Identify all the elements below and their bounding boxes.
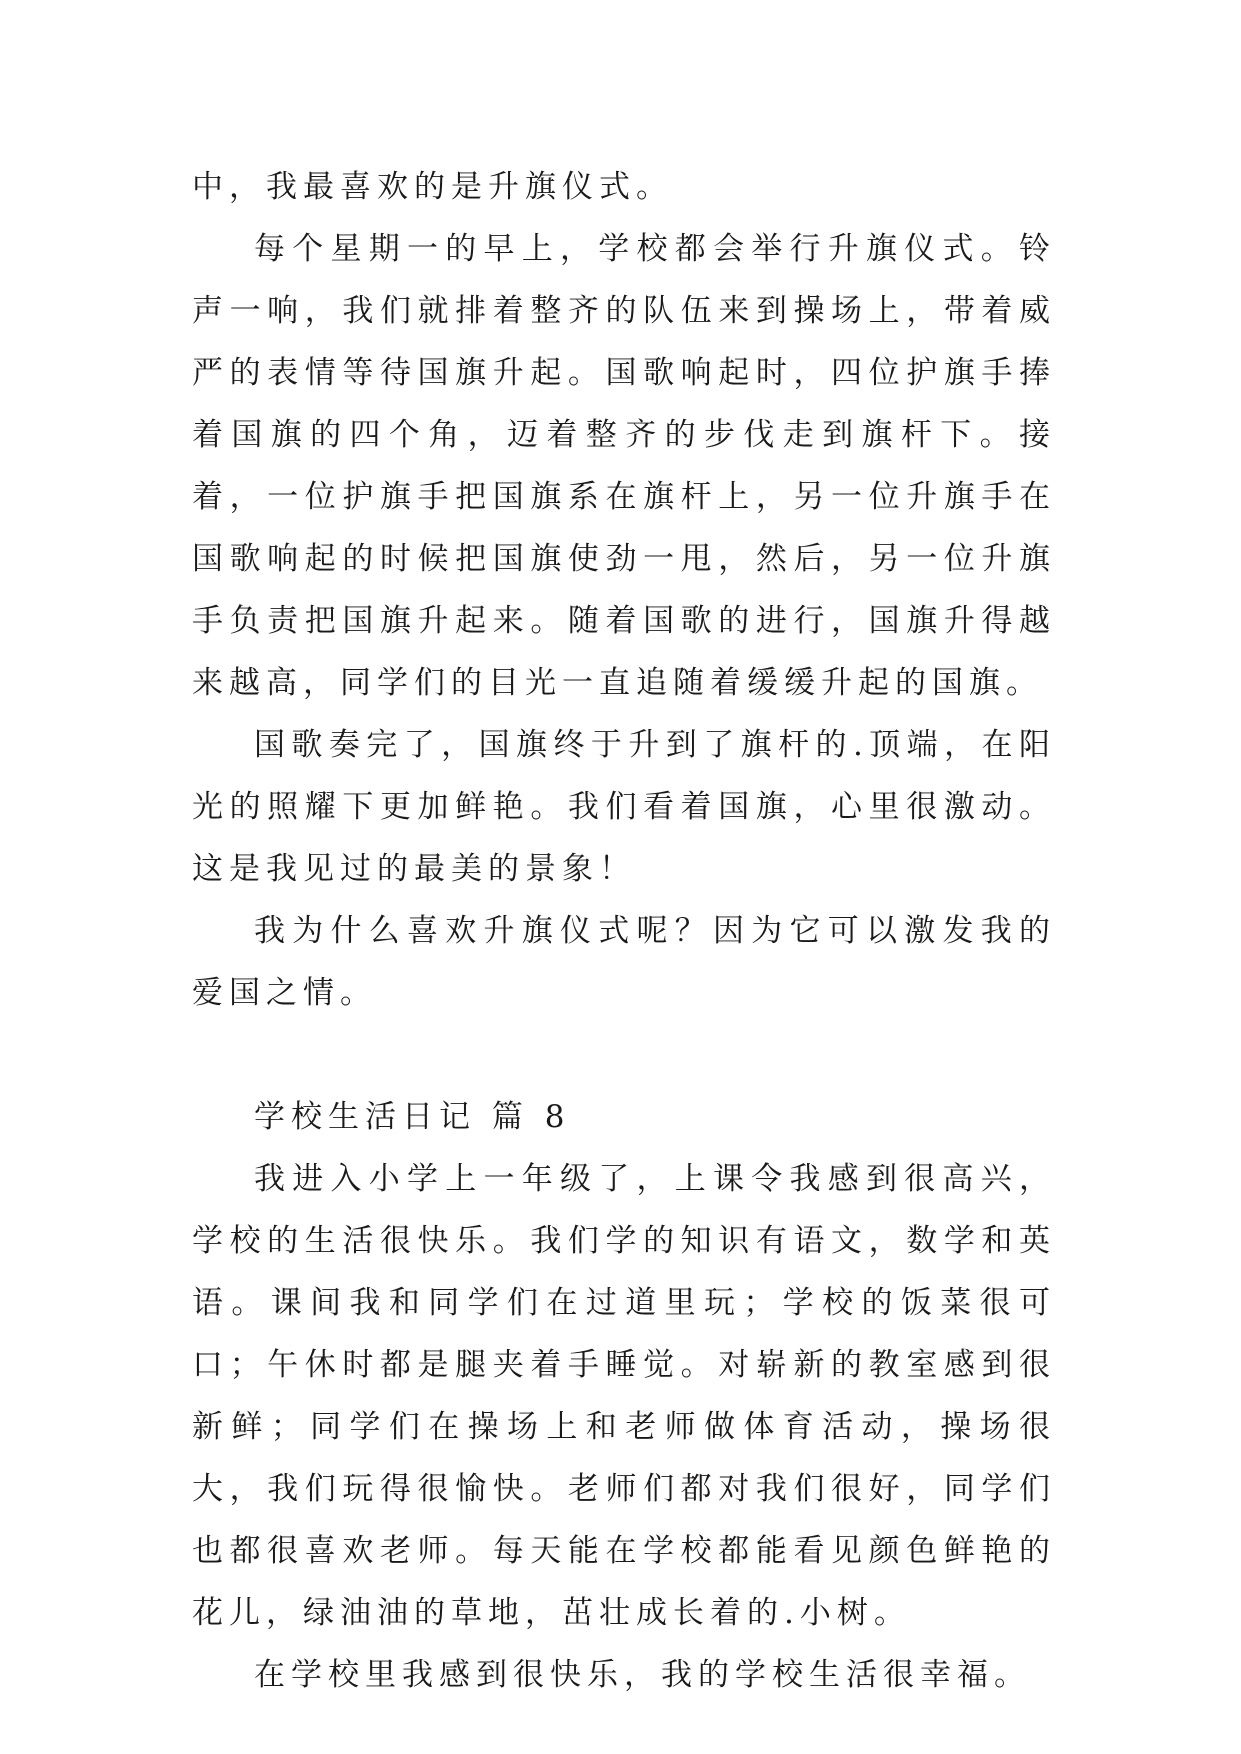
document-body: [192, 156, 1056, 1706]
paragraph-why-like: 我为什么喜欢升旗仪式呢？因为它可以激发我的爱国之情。: [192, 913, 1056, 1011]
section-heading: 学校生活日记 篇 8: [254, 1099, 571, 1135]
paragraph-conclusion: 在学校里我感到很快乐，我的学校生活很幸福。: [254, 1657, 1031, 1693]
paragraph-continuation: 中，我最喜欢的是升旗仪式。: [192, 169, 673, 205]
paragraph-anthem-ends: 国歌奏完了，国旗终于升到了旗杆的.顶端，在阳光的照耀下更加鲜艳。我们看着国旗，心里很激动。这是我见过的最美的景象！: [192, 727, 1056, 887]
paragraph-flag-ceremony: 每个星期一的早上，学校都会举行升旗仪式。铃声一响，我们就排着整齐的队伍来到操场上，带着威严的表情等待国旗升起。国歌响起时，四位护旗手捧着国旗的四个角，迈着整齐的步伐走到旗杆下。接着，一位护旗手把国旗系在旗杆上，另一位升旗手在国歌响起的时候把国旗使劲一甩，然后，另一位升旗手负责把国旗升起来。随着国歌的进行，国旗升得越来越高，同学们的目光一直追随着缓缓升起的国旗。: [192, 231, 1056, 701]
paragraph-school-life: 我进入小学上一年级了，上课令我感到很高兴，学校的生活很快乐。我们学的知识有语文，数学和英语。课间我和同学们在过道里玩；学校的饭菜很可口；午休时都是腿夹着手睡觉。对崭新的教室感到很新鲜；同学们在操场上和老师做体育活动，操场很大，我们玩得很愉快。老师们都对我们很好，同学们也都很喜欢老师。每天能在学校都能看见颜色鲜艳的花儿，绿油油的草地，茁壮成长着的.小树。: [192, 1161, 1056, 1631]
